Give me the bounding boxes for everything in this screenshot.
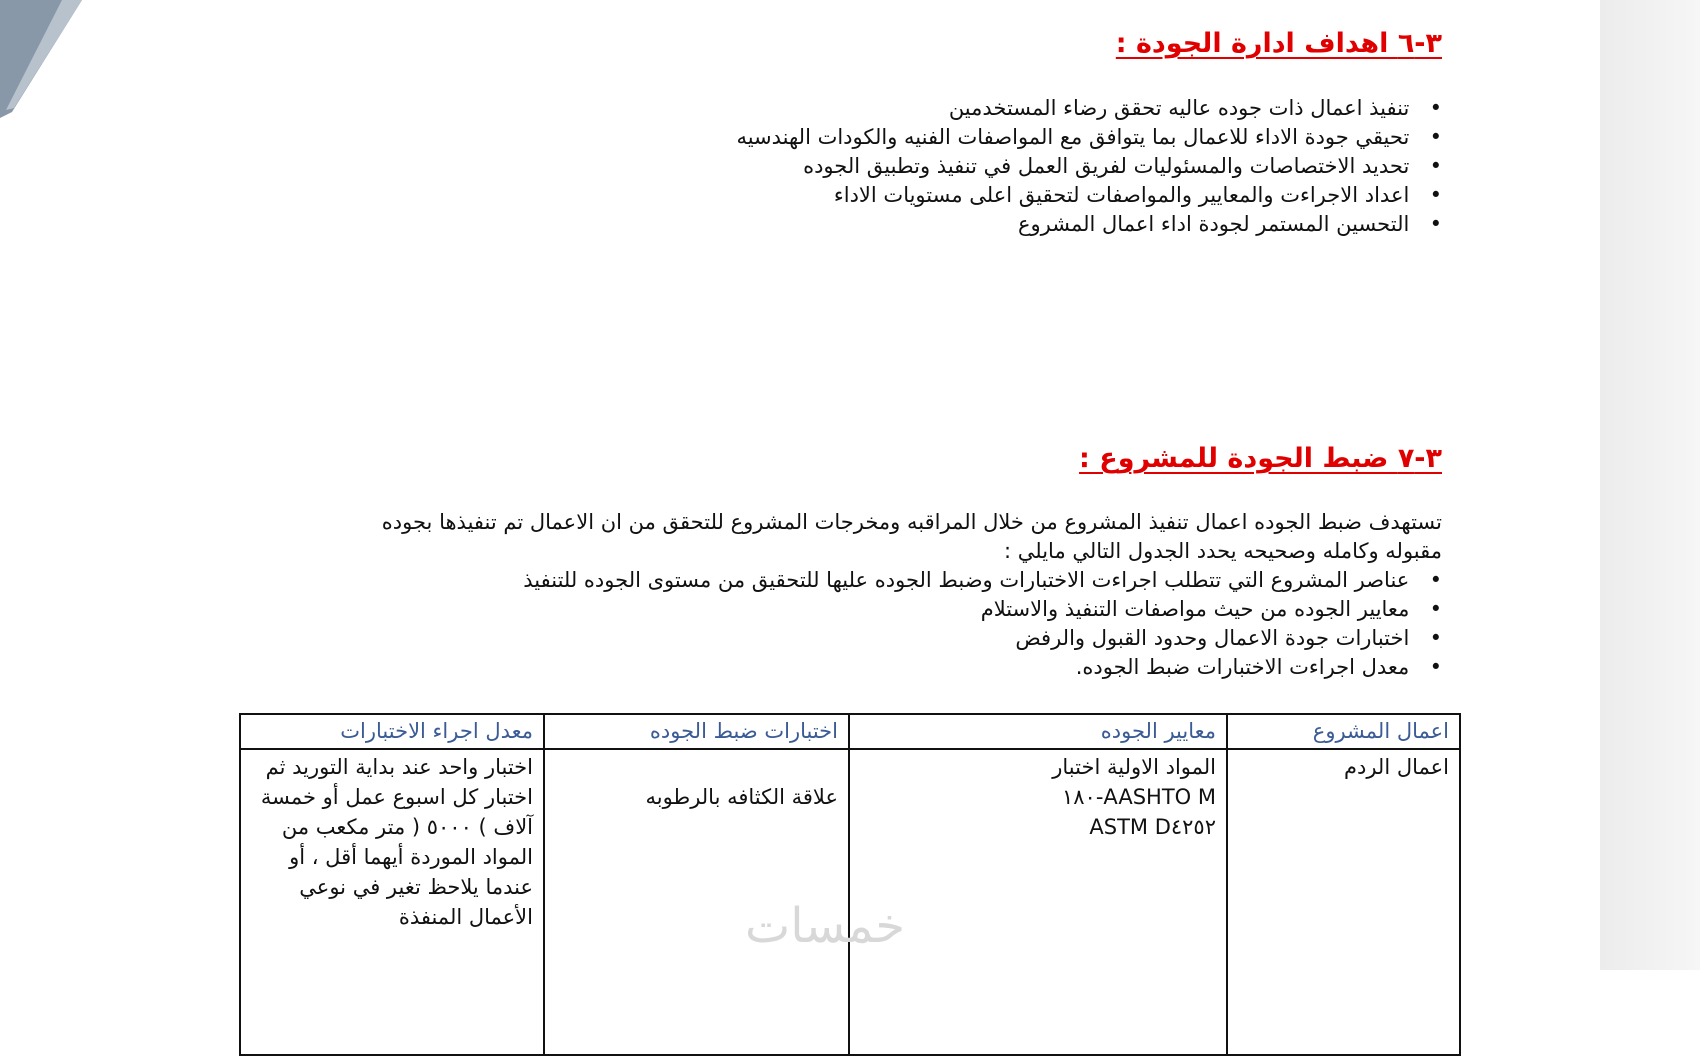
quality-control-paragraph: تستهدف ضبط الجوده اعمال تنفيذ المشروع من خلال المراقبه ومخرجات المشروع للتحقق من ان الاعمال تم تنفيذها بجوده مقبوله وكامله وصحيحه يحدد الجدول التالي مايلي : — [381, 510, 1442, 563]
header-project-works: اعمال المشروع — [1227, 714, 1460, 749]
quality-control-list — [322, 566, 1442, 682]
list-item: • اعداد الاجراءت والمعايير والمواصفات لتحقيق اعلى مستويات الاداء — [292, 181, 1442, 210]
header-test-rate: معدل اجراء الاختبارات — [240, 714, 544, 749]
table-header-row — [240, 714, 1460, 749]
list-item: • التحسين المستمر لجودة اداء اعمال المشروع — [292, 210, 1442, 239]
bullet-icon: • — [1429, 597, 1442, 621]
bullet-icon: • — [1429, 568, 1442, 592]
cell-standards — [849, 749, 1227, 1055]
standards-line: ASTM D٤٢٥٢ — [1089, 815, 1216, 839]
test-name: علاقة الكثافه بالرطوبه — [645, 785, 838, 809]
cell-work: اعمال الردم — [1227, 749, 1460, 1055]
section-heading-quality-control: ٣-٧ ضبط الجودة للمشروع : — [1079, 443, 1442, 474]
bullet-icon: • — [1429, 655, 1442, 679]
bullet-icon: • — [1429, 96, 1442, 120]
bullet-icon: • — [1429, 212, 1442, 236]
list-item: • عناصر المشروع التي تتطلب اجراءت الاختبارات وضبط الجوده عليها للتحقيق من مستوى الجوده للتنفيذ — [322, 566, 1442, 595]
cell-rate: اختبار واحد عند بداية التوريد ثم اختبار كل اسبوع عمل أو خمسة آلاف ) ٥٠٠٠ ( متر مكعب من المواد الموردة أيهما أقل ، أو عندما يلاحظ تغير في نوعي الأعمال المنفذة — [240, 749, 544, 1055]
bullet-icon: • — [1429, 125, 1442, 149]
list-item: • اختبارات جودة الاعمال وحدود القبول والرفض — [322, 624, 1442, 653]
list-item: • تحيقي جودة الاداء للاعمال بما يتوافق مع المواصفات الفنيه والكودات الهندسيه — [292, 123, 1442, 152]
bullet-icon: • — [1429, 154, 1442, 178]
objectives-list — [292, 94, 1442, 239]
standards-line: AASHTO M-١٨٠ — [1061, 785, 1216, 809]
list-item: • تنفيذ اعمال ذات جوده عاليه تحقق رضاء المستخدمين — [292, 94, 1442, 123]
header-quality-standards: معايير الجوده — [849, 714, 1227, 749]
list-item: • معايير الجوده من حيث مواصفات التنفيذ والاستلام — [322, 595, 1442, 624]
header-quality-tests: اختبارات ضبط الجوده — [544, 714, 849, 749]
list-item: • تحديد الاختصاصات والمسئوليات لفريق العمل في تنفيذ وتطبيق الجوده — [292, 152, 1442, 181]
section-heading-quality-objectives: ٣-٦ اهداف ادارة الجودة : — [1115, 28, 1442, 59]
standards-line: المواد الاولية اختبار — [1052, 755, 1216, 779]
bullet-icon: • — [1429, 626, 1442, 650]
list-item: • معدل اجراءت الاختبارات ضبط الجوده. — [322, 653, 1442, 682]
quality-control-table — [239, 713, 1461, 1056]
bullet-icon: • — [1429, 183, 1442, 207]
watermark: خمسات — [745, 898, 906, 954]
